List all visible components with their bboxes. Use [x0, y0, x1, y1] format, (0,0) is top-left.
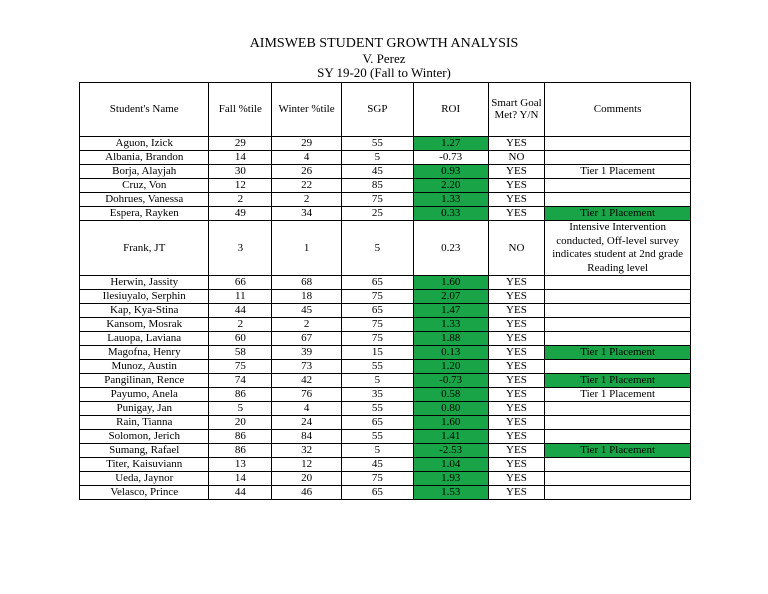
cell-winter-percentile: 84 — [272, 430, 342, 444]
teacher-name: V. Perez — [362, 51, 406, 66]
cell-smart-goal-met: YES — [488, 402, 545, 416]
cell-comment: Tier 1 Placement — [545, 165, 691, 179]
table-row — [80, 416, 691, 430]
cell-smart-goal-met: YES — [488, 179, 545, 193]
cell-sgp: 75 — [341, 318, 413, 332]
cell-comment — [545, 304, 691, 318]
cell-winter-percentile: 46 — [272, 486, 342, 500]
cell-smart-goal-met: YES — [488, 165, 545, 179]
cell-roi: -0.73 — [413, 151, 488, 165]
table-row — [80, 193, 691, 207]
table-row — [80, 346, 691, 360]
cell-winter-percentile: 2 — [272, 193, 342, 207]
cell-student-name: Rain, Tianna — [80, 416, 209, 430]
cell-smart-goal-met: YES — [488, 486, 545, 500]
cell-fall-percentile: 14 — [209, 472, 272, 486]
cell-sgp: 75 — [341, 290, 413, 304]
document-title: AIMSWEB STUDENT GROWTH ANALYSIS — [249, 36, 519, 51]
cell-smart-goal-met: YES — [488, 304, 545, 318]
cell-student-name: Solomon, Jerich — [80, 430, 209, 444]
cell-student-name: Lauopa, Laviana — [80, 332, 209, 346]
cell-comment — [545, 137, 691, 151]
cell-student-name: Payumo, Anela — [80, 388, 209, 402]
cell-roi: 0.13 — [413, 346, 488, 360]
school-year-period: SY 19-20 (Fall to Winter) — [317, 65, 451, 80]
cell-smart-goal-met: YES — [488, 290, 545, 304]
cell-fall-percentile: 86 — [209, 430, 272, 444]
table-row — [80, 430, 691, 444]
cell-fall-percentile: 49 — [209, 207, 272, 221]
cell-sgp: 85 — [341, 179, 413, 193]
cell-winter-percentile: 26 — [272, 165, 342, 179]
cell-smart-goal-met: YES — [488, 374, 545, 388]
table-header-row — [80, 83, 691, 137]
cell-sgp: 75 — [341, 332, 413, 346]
cell-student-name: Herwin, Jassity — [80, 276, 209, 290]
header-sgp: SGP — [341, 83, 413, 137]
cell-student-name: Aguon, Izick — [80, 137, 209, 151]
table-row — [80, 360, 691, 374]
table-row — [80, 207, 691, 221]
cell-roi: 1.60 — [413, 416, 488, 430]
table-row — [80, 444, 691, 458]
table-row — [80, 388, 691, 402]
cell-comment — [545, 486, 691, 500]
cell-fall-percentile: 20 — [209, 416, 272, 430]
cell-sgp: 35 — [341, 388, 413, 402]
cell-fall-percentile: 5 — [209, 402, 272, 416]
cell-fall-percentile: 30 — [209, 165, 272, 179]
cell-smart-goal-met: NO — [488, 151, 545, 165]
cell-roi: 1.41 — [413, 430, 488, 444]
cell-fall-percentile: 29 — [209, 137, 272, 151]
cell-comment — [545, 193, 691, 207]
cell-student-name: Albania, Brandon — [80, 151, 209, 165]
cell-sgp: 5 — [341, 444, 413, 458]
cell-student-name: Punigay, Jan — [80, 402, 209, 416]
cell-fall-percentile: 11 — [209, 290, 272, 304]
cell-roi: 1.60 — [413, 276, 488, 290]
cell-sgp: 65 — [341, 304, 413, 318]
cell-student-name: Dohrues, Vanessa — [80, 193, 209, 207]
cell-smart-goal-met: YES — [488, 207, 545, 221]
cell-sgp: 75 — [341, 472, 413, 486]
cell-sgp: 75 — [341, 193, 413, 207]
cell-smart-goal-met: YES — [488, 416, 545, 430]
cell-roi: 0.58 — [413, 388, 488, 402]
cell-comment — [545, 416, 691, 430]
cell-roi: 1.33 — [413, 193, 488, 207]
cell-fall-percentile: 75 — [209, 360, 272, 374]
cell-sgp: 5 — [341, 151, 413, 165]
cell-student-name: Kap, Kya-Stina — [80, 304, 209, 318]
cell-winter-percentile: 18 — [272, 290, 342, 304]
cell-student-name: Ilesiuyalo, Serphin — [80, 290, 209, 304]
cell-comment — [545, 318, 691, 332]
cell-roi: 1.04 — [413, 458, 488, 472]
header-winter-percentile: Winter %tile — [272, 83, 342, 137]
cell-winter-percentile: 24 — [272, 416, 342, 430]
cell-comment — [545, 472, 691, 486]
cell-sgp: 55 — [341, 137, 413, 151]
cell-smart-goal-met: YES — [488, 458, 545, 472]
cell-winter-percentile: 39 — [272, 346, 342, 360]
cell-comment — [545, 332, 691, 346]
cell-roi: 2.20 — [413, 179, 488, 193]
cell-smart-goal-met: YES — [488, 137, 545, 151]
table-row — [80, 151, 691, 165]
cell-sgp: 65 — [341, 276, 413, 290]
cell-comment: Intensive Intervention conducted, Off-level survey indicates student at 2nd grade Reading level — [545, 221, 691, 276]
cell-roi: 1.33 — [413, 318, 488, 332]
cell-roi: 1.93 — [413, 472, 488, 486]
cell-student-name: Espera, Rayken — [80, 207, 209, 221]
cell-roi: -2.53 — [413, 444, 488, 458]
cell-comment — [545, 402, 691, 416]
cell-fall-percentile: 2 — [209, 193, 272, 207]
table-row — [80, 276, 691, 290]
growth-analysis-table — [79, 82, 691, 500]
cell-roi: 2.07 — [413, 290, 488, 304]
cell-winter-percentile: 20 — [272, 472, 342, 486]
table-row — [80, 472, 691, 486]
cell-sgp: 15 — [341, 346, 413, 360]
cell-roi: -0.73 — [413, 374, 488, 388]
header-comments: Comments — [545, 83, 691, 137]
table-row — [80, 486, 691, 500]
cell-smart-goal-met: YES — [488, 318, 545, 332]
table-row — [80, 179, 691, 193]
cell-student-name: Cruz, Von — [80, 179, 209, 193]
cell-sgp: 65 — [341, 486, 413, 500]
cell-smart-goal-met: YES — [488, 332, 545, 346]
cell-student-name: Velasco, Prince — [80, 486, 209, 500]
table-row — [80, 165, 691, 179]
cell-roi: 1.27 — [413, 137, 488, 151]
cell-roi: 1.47 — [413, 304, 488, 318]
cell-fall-percentile: 86 — [209, 444, 272, 458]
cell-winter-percentile: 68 — [272, 276, 342, 290]
cell-sgp: 45 — [341, 165, 413, 179]
header-fall-percentile: Fall %tile — [209, 83, 272, 137]
cell-student-name: Borja, Alayjah — [80, 165, 209, 179]
cell-winter-percentile: 32 — [272, 444, 342, 458]
cell-sgp: 55 — [341, 360, 413, 374]
table-row — [80, 304, 691, 318]
table-row — [80, 137, 691, 151]
cell-comment — [545, 179, 691, 193]
cell-roi: 0.93 — [413, 165, 488, 179]
cell-fall-percentile: 86 — [209, 388, 272, 402]
cell-comment — [545, 458, 691, 472]
cell-student-name: Munoz, Austin — [80, 360, 209, 374]
cell-fall-percentile: 3 — [209, 221, 272, 276]
cell-roi: 1.53 — [413, 486, 488, 500]
cell-winter-percentile: 76 — [272, 388, 342, 402]
cell-comment — [545, 276, 691, 290]
cell-winter-percentile: 22 — [272, 179, 342, 193]
cell-roi: 0.23 — [413, 221, 488, 276]
cell-sgp: 5 — [341, 221, 413, 276]
cell-roi: 0.33 — [413, 207, 488, 221]
cell-winter-percentile: 34 — [272, 207, 342, 221]
cell-student-name: Pangilinan, Rence — [80, 374, 209, 388]
cell-student-name: Sumang, Rafael — [80, 444, 209, 458]
cell-fall-percentile: 66 — [209, 276, 272, 290]
cell-smart-goal-met: YES — [488, 193, 545, 207]
header-student-name: Student's Name — [80, 83, 209, 137]
cell-student-name: Kansom, Mosrak — [80, 318, 209, 332]
cell-fall-percentile: 74 — [209, 374, 272, 388]
cell-fall-percentile: 13 — [209, 458, 272, 472]
table-row — [80, 221, 691, 276]
cell-sgp: 55 — [341, 402, 413, 416]
cell-fall-percentile: 12 — [209, 179, 272, 193]
cell-smart-goal-met: YES — [488, 472, 545, 486]
cell-student-name: Titer, Kaisuviann — [80, 458, 209, 472]
cell-winter-percentile: 73 — [272, 360, 342, 374]
cell-fall-percentile: 44 — [209, 304, 272, 318]
cell-winter-percentile: 67 — [272, 332, 342, 346]
cell-comment: Tier 1 Placement — [545, 444, 691, 458]
cell-roi: 1.88 — [413, 332, 488, 346]
cell-winter-percentile: 29 — [272, 137, 342, 151]
cell-student-name: Ueda, Jaynor — [80, 472, 209, 486]
table-row — [80, 402, 691, 416]
cell-smart-goal-met: YES — [488, 346, 545, 360]
cell-comment — [545, 360, 691, 374]
cell-comment — [545, 290, 691, 304]
cell-student-name: Frank, JT — [80, 221, 209, 276]
header-roi: ROI — [413, 83, 488, 137]
cell-fall-percentile: 58 — [209, 346, 272, 360]
cell-roi: 1.20 — [413, 360, 488, 374]
cell-sgp: 25 — [341, 207, 413, 221]
cell-fall-percentile: 44 — [209, 486, 272, 500]
table-row — [80, 374, 691, 388]
table-row — [80, 332, 691, 346]
cell-smart-goal-met: YES — [488, 360, 545, 374]
table-row — [80, 318, 691, 332]
cell-sgp: 65 — [341, 416, 413, 430]
table-row — [80, 458, 691, 472]
cell-fall-percentile: 60 — [209, 332, 272, 346]
cell-smart-goal-met: YES — [488, 276, 545, 290]
cell-comment — [545, 151, 691, 165]
cell-roi: 0.80 — [413, 402, 488, 416]
cell-smart-goal-met: NO — [488, 221, 545, 276]
cell-fall-percentile: 14 — [209, 151, 272, 165]
header-smart-goal-met: Smart Goal Met? Y/N — [488, 83, 545, 137]
cell-comment: Tier 1 Placement — [545, 374, 691, 388]
cell-winter-percentile: 4 — [272, 402, 342, 416]
cell-sgp: 5 — [341, 374, 413, 388]
cell-fall-percentile: 2 — [209, 318, 272, 332]
cell-winter-percentile: 1 — [272, 221, 342, 276]
cell-comment: Tier 1 Placement — [545, 207, 691, 221]
cell-winter-percentile: 12 — [272, 458, 342, 472]
cell-winter-percentile: 2 — [272, 318, 342, 332]
cell-winter-percentile: 45 — [272, 304, 342, 318]
cell-comment — [545, 430, 691, 444]
cell-student-name: Magofna, Henry — [80, 346, 209, 360]
cell-sgp: 45 — [341, 458, 413, 472]
cell-smart-goal-met: YES — [488, 444, 545, 458]
cell-sgp: 55 — [341, 430, 413, 444]
cell-winter-percentile: 4 — [272, 151, 342, 165]
table-row — [80, 290, 691, 304]
cell-comment: Tier 1 Placement — [545, 346, 691, 360]
cell-smart-goal-met: YES — [488, 430, 545, 444]
cell-comment: Tier 1 Placement — [545, 388, 691, 402]
cell-smart-goal-met: YES — [488, 388, 545, 402]
cell-winter-percentile: 42 — [272, 374, 342, 388]
